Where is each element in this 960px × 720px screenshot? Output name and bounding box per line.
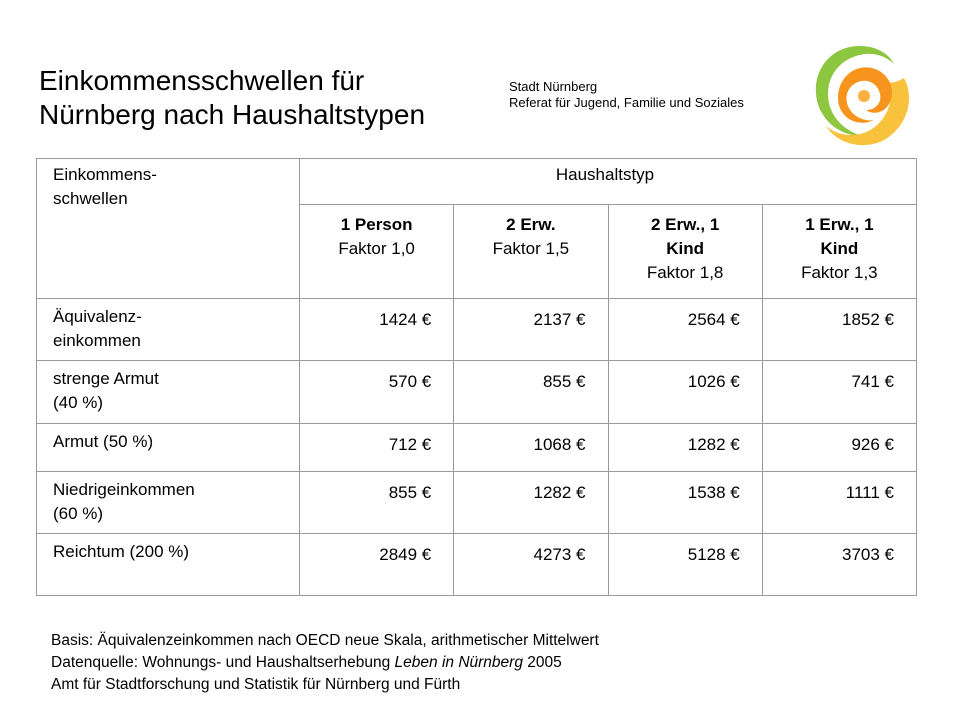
corner-header-cell	[37, 159, 300, 299]
basis-note: Basis: Äquivalenzeinkommen nach OECD neue Skala, arithmetischer Mittelwert	[51, 632, 599, 649]
value-cell: 1424 €	[300, 299, 454, 361]
value-cell: 2137 €	[454, 299, 608, 361]
row-label-line-1: Armut (50 %)	[53, 431, 154, 451]
value-cell: 1026 €	[608, 361, 762, 423]
column-header-2-adults-1-child	[608, 205, 762, 299]
data-source-prefix: Datenquelle: Wohnungs- und Haushaltserhebung	[51, 654, 395, 671]
column-header-1-adult-1-child	[762, 205, 916, 299]
value-cell: 1852 €	[762, 299, 916, 361]
row-label-line-2: (60 %)	[53, 503, 104, 523]
value-cell: 3703 €	[762, 533, 916, 595]
value-cell: 4273 €	[454, 533, 608, 595]
row-label-line-1: Reichtum (200 %)	[53, 541, 190, 561]
city-logo-icon	[808, 38, 920, 150]
value-cell: 1538 €	[608, 471, 762, 533]
value-cell: 1282 €	[608, 423, 762, 471]
income-threshold-table	[36, 158, 917, 596]
table-row	[37, 361, 917, 423]
table-row	[37, 533, 917, 595]
row-label	[37, 361, 300, 423]
column-header-name: 1 Erw., 1	[805, 215, 874, 235]
logo-yellow-dot	[858, 90, 870, 102]
org-line-1: Stadt Nürnberg	[509, 79, 598, 94]
row-label	[37, 299, 300, 361]
row-label	[37, 471, 300, 533]
value-cell: 1282 €	[454, 471, 608, 533]
org-line-2: Referat für Jugend, Familie und Soziales	[509, 95, 744, 110]
corner-header-line-1: Einkommens-	[53, 165, 157, 184]
column-header-name: 1 Person	[340, 215, 413, 235]
column-header-name-line-2: Kind	[666, 239, 705, 259]
row-label-line-2: einkommen	[53, 331, 141, 351]
organization-name	[509, 79, 744, 111]
table-header-row	[37, 159, 917, 205]
column-header-factor: Faktor 1,8	[646, 263, 724, 283]
value-cell: 855 €	[454, 361, 608, 423]
data-source-suffix: 2005	[522, 654, 562, 671]
value-cell: 741 €	[762, 361, 916, 423]
source-notes	[51, 630, 599, 696]
value-cell: 2564 €	[608, 299, 762, 361]
row-label-line-1: Äquivalenz-	[53, 307, 142, 327]
data-source-note	[51, 652, 599, 674]
value-cell: 570 €	[300, 361, 454, 423]
row-label	[37, 533, 300, 595]
table-row	[37, 471, 917, 533]
column-header-1-person	[300, 205, 454, 299]
value-cell: 1068 €	[454, 423, 608, 471]
row-label-line-1: strenge Armut	[53, 369, 159, 389]
column-header-factor: Faktor 1,3	[801, 263, 878, 283]
table-row	[37, 423, 917, 471]
value-cell: 855 €	[300, 471, 454, 533]
column-header-2-adults	[454, 205, 608, 299]
logo-yellow-swirl	[826, 78, 909, 145]
group-header-cell: Haushaltstyp	[300, 159, 917, 205]
value-cell: 2849 €	[300, 533, 454, 595]
value-cell: 1111 €	[762, 471, 916, 533]
value-cell: 712 €	[300, 423, 454, 471]
row-label-line-1: Niedrigeinkommen	[53, 479, 195, 499]
row-label-line-2: (40 %)	[53, 393, 104, 413]
column-header-name: 2 Erw.	[506, 215, 556, 235]
column-header-name-line-2: Kind	[820, 239, 859, 259]
column-header-factor: Faktor 1,0	[338, 239, 415, 259]
office-note: Amt für Stadtforschung und Statistik für Nürnberg und Fürth	[51, 676, 461, 693]
row-label	[37, 423, 300, 471]
corner-header-line-2: schwellen	[53, 189, 128, 208]
value-cell: 5128 €	[608, 533, 762, 595]
column-header-name: 2 Erw., 1	[650, 215, 720, 235]
column-header-factor: Faktor 1,5	[492, 239, 570, 259]
value-cell: 926 €	[762, 423, 916, 471]
title-line-2: Nürnberg nach Haushaltstypen	[39, 99, 426, 130]
title-line-1: Einkommensschwellen für	[39, 65, 365, 96]
table-row	[37, 299, 917, 361]
survey-name: Leben in Nürnberg	[394, 654, 523, 671]
page-title	[39, 64, 499, 132]
